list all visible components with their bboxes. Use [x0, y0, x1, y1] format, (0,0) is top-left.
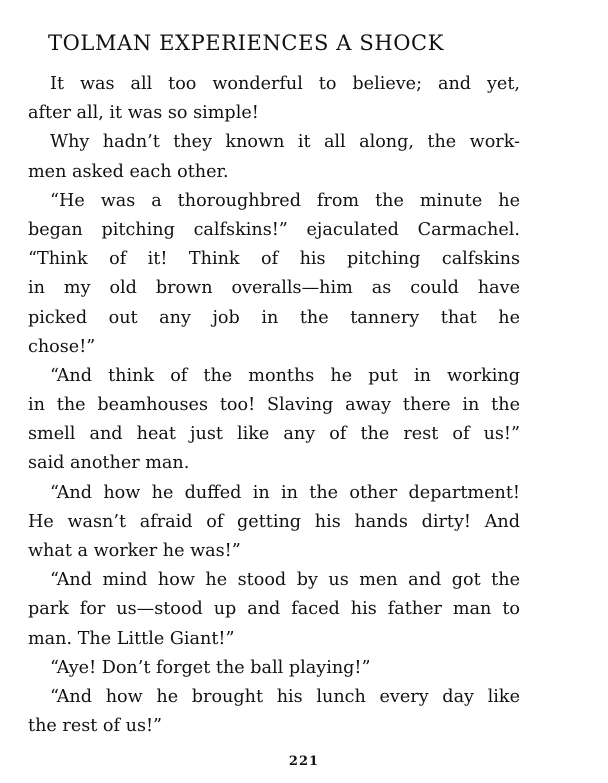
text-line: Why hadn’t they known it all along, the work- [50, 132, 520, 153]
text-line: picked out any job in the tannery that he [28, 307, 520, 328]
text-line: after all, it was so simple! [28, 103, 259, 124]
text-line: what a worker he was!” [28, 541, 241, 561]
text-line: began pitching calfskins!” ejaculated Carmachel. [28, 219, 520, 240]
text-line: “And how he brought his lunch every day like [50, 686, 520, 707]
text-line: man. The Little Giant!” [28, 628, 235, 649]
text-line: “He was a thoroughbred from the minute he [50, 190, 520, 211]
text-line: “Think of it! Think of his pitching calfskins [28, 249, 520, 270]
text-line: said another man. [28, 453, 190, 474]
text-line: the rest of us!” [28, 716, 163, 737]
text-line: park for us—stood up and faced his father man to [28, 599, 520, 620]
text-line: It was all too wonderful to believe; and yet, [50, 74, 520, 94]
page-number: 221 [288, 754, 320, 769]
text-line: in my old brown overalls—him as could have [28, 278, 520, 299]
text-line: in the beamhouses too! Slaving away there in the [28, 395, 520, 416]
text-line: smell and heat just like any of the rest of us!” [28, 424, 520, 445]
text-line: He wasn’t afraid of getting his hands dirty! And [28, 511, 520, 532]
body-text [28, 70, 520, 741]
text-line: “Aye! Don’t forget the ball playing!” [50, 657, 371, 678]
text-line: “And how he duffed in in the other department! [50, 482, 520, 503]
text-line: “And mind how he stood by us men and got the [50, 570, 520, 591]
text-line: “And think of the months he put in working [50, 365, 520, 386]
text-line: chose!” [28, 336, 96, 357]
text-line: men asked each other. [28, 161, 229, 182]
running-head: TOLMAN EXPERIENCES A SHOCK [48, 31, 445, 55]
